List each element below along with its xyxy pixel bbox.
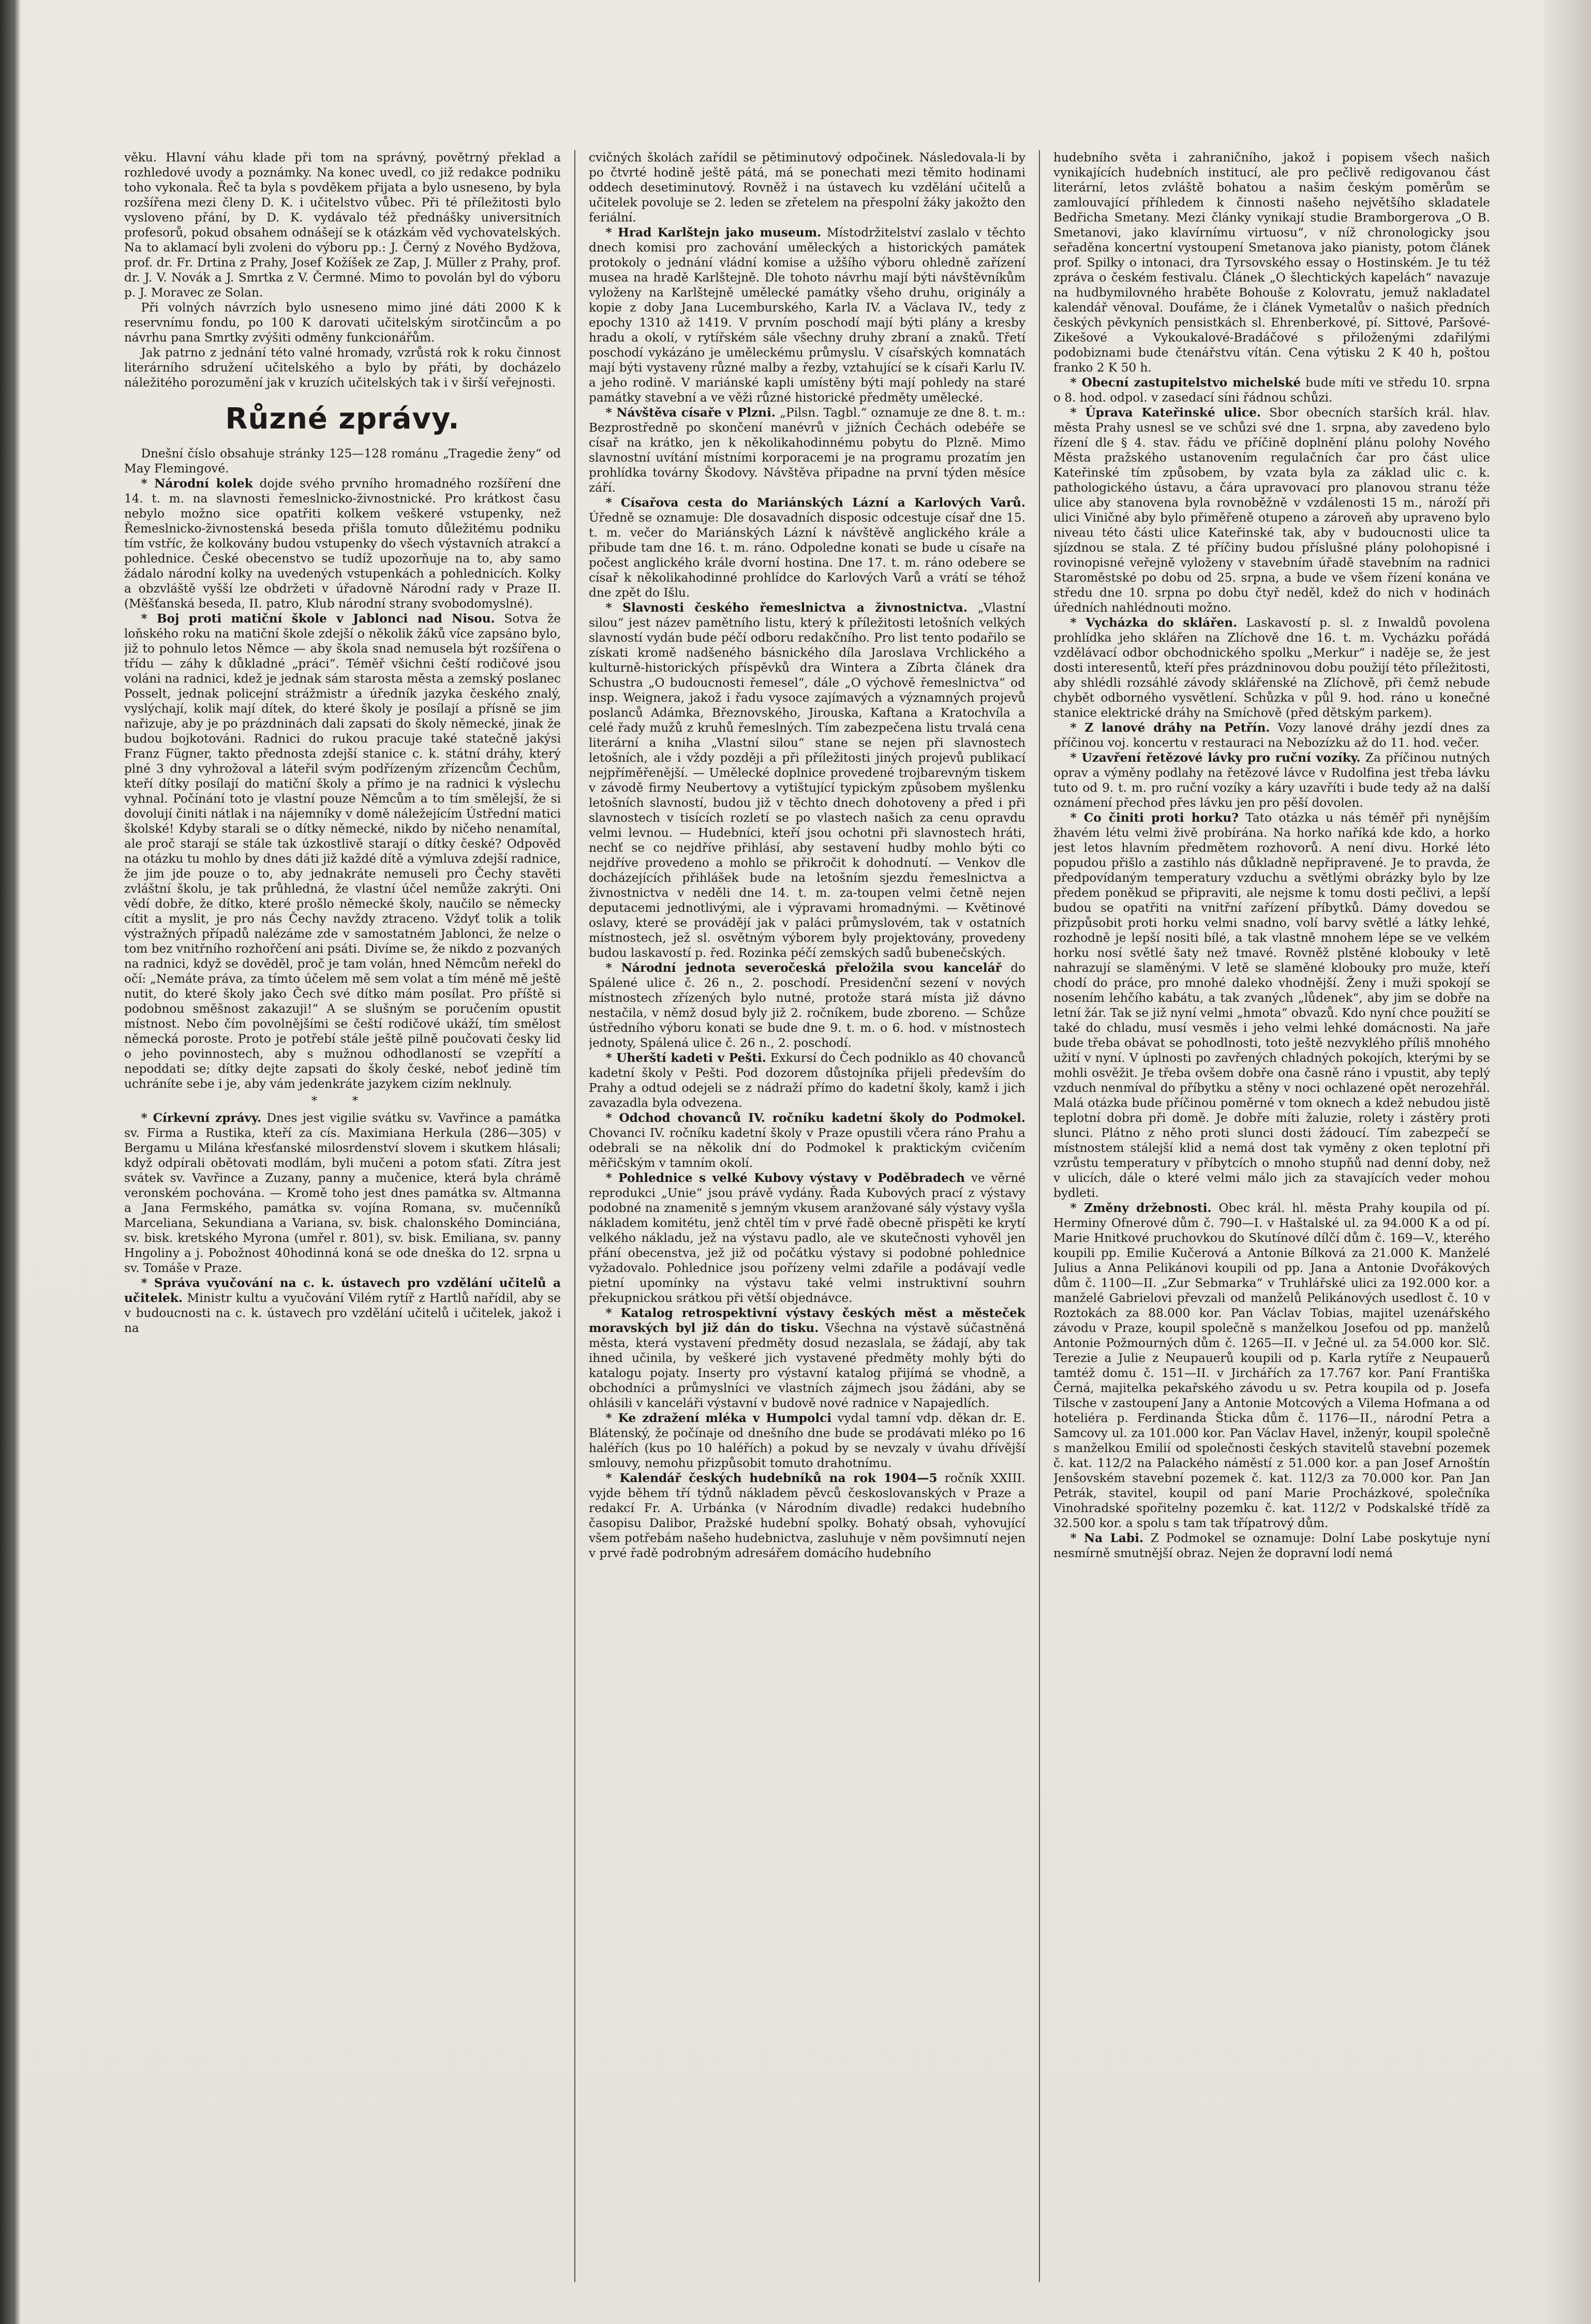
item-heading: * Národní jednota severočeská přeložila svou kancelář [605,961,1002,975]
item-heading: * Odchod chovanců IV. ročníku kadetní školy do Podmokel. [605,1111,1025,1125]
item-body: Obec král. hl. města Prahy koupila od pí. Herminy Ofnerové dům č. 790—I. v Haštalské ul. za 94.000 K a od pí. Marie Hnitkové pruchovkou do Skutínové dílčí dům č. 169—V., kterého koupili pp. Emilie Kučerová a Antonie Bílková za 21.000 K. Manželé Julius a Anna Pelikánovi koupili od pp. Jana a Antonie Dvořákových dům č. 1100—II. „Zur Sebmarka“ v Truhlářské ulici za 192.000 kor. a manželé Gabrielovi převzali od manželů Pelikánových usedlost č. 10 v Roztokách za 88.000 kor. Pan Václav Tobias, majitel uzenářského závodu v Praze, koupil společně s manželkou Josefou od pp. manželů Antonie Požmourných dům č. 1265—II. v Ječné ul. za 54.000 kor. Slč. Terezie a Julie z Neupauerů koupili od p. Karla rytíře z Neupauerů tamtéž domu č. 151—II. v Jirchářích za 17.767 kor. Paní Františka Černá, majitelka pekařského závodu u sv. Petra koupila od p. Josefa Tilsche v zastoupení Jany a Antonie Motcových a Vilema Hofmana a od hoteliéra p. Ferdinanda Šticka dům č. 1176—II., národní Petra a Samcovy ul. za 101.000 kor. Pan Václav Havel, inženýr, koupil společně s manželkou Emilií od společnosti českých stavitelů stavební pozemek č. kat. 112/2 na Palackého náměstí z 51.000 kor. a pan Josef Arnoštín Jenšovském stavební pozemek č. kat. 112/3 za 70.000 kor. Pan Jan Petrák, stavitel, koupil od paní Marie Procházkové, společníka Vinohradské spořitelny pozemku č. kat. 112/2 v Podskalské třídě za 32.500 kor. a spolu s tam tak třípatrový dům. [1053,1201,1490,1530]
news-item [589,600,1025,960]
item-heading: * Ke zdražení mléka v Humpolci [605,1411,832,1425]
item-heading: * Císařova cesta do Mariánských Lázní a Karlových Varů. [605,496,1025,510]
column-right [1053,150,1490,2292]
news-item [1053,375,1490,405]
news-item [589,1050,1025,1111]
item-heading: * Správa vyučování na c. k. ústavech pro vzdělání učitelů a učitelek. [124,1276,561,1305]
item-body: Laskavostí p. sl. z Inwaldů povolena prohlídka jeho sklářen na Zlíchově dne 16. t. m. Vycházku pořádá vzdělávací odbor obchodnického spolku „Merkur“ i naděje se, že jest dosti interesentů, kteří přes prázdninovou dobu použijí této příležitosti, aby shlédli rozsáhlé závody sklářenské na Zlíchově, při čemž nebude chybět odborného vysvětlení. Schůzka v půl 9. hod. ráno u konečné stanice elektrické dráhy na Smíchově (před dětským parkem). [1053,616,1490,720]
item-heading: * Boj proti matiční škole v Jablonci nad Nisou. [141,612,495,626]
news-item [589,1411,1025,1471]
news-item [589,225,1025,405]
column-left [124,150,561,2292]
section-title: Různé zprávy. [225,402,460,436]
item-heading: * Národní kolek [141,477,253,491]
news-item [1053,750,1490,810]
news-item [589,1171,1025,1306]
paragraph: Jak patrno z jednání této valné hromady, vzrůstá rok k roku činnost literárního sdružení učitelského a bylo by přáti, by docházelo náležitého porozumění jak v kruzích učitelských tak i v širší veřejnosti. [124,346,561,390]
item-heading: * Změny držebnosti. [1070,1201,1212,1215]
news-item [1053,810,1490,1201]
item-body: Chovanci IV. ročníku kadetní školy v Praze opustili včera ráno Prahu a odebrali se na několik dní do Podmokel k praktickým cvičením měřičským v tamním okolí. [589,1126,1025,1170]
item-body: „Pilsn. Tagbl.“ oznamuje ze dne 8. t. m.: Bezprostředně po skončení manévrů v jižních Čechách odebéře se císař na krátko, jen k několikahodinnému pobytu do Plzně. Mimo slavnostní uvítání místními korporacemi je na programu prozatím jen prohlídka továrny Škodovy. Návštěva připadne na první týden měsíce září. [589,406,1025,495]
item-body: „Vlastní silou“ jest název pamětního listu, který k příležitosti letošních velkých slavností vydán bude péčí odboru redakčního. Pro list tento podařilo se získati kromě nadšeného básnického díla Jaroslava Vrchlického a kulturně-historických příspěvků dra Wintera a Zíbrta článek dra Schustra „O budoucnosti řemesel“, dále „O výchově řemeslnictva“ od insp. Weignera, jakož i řadu vysoce zajímavých a významných projevů poslanců Adámka, Březnovského, Jirouska, Kaftana a Kratochvíla a celé řady mužů z kruhů řemeslných. Tím zabezpečena listu trvalá cena literární a kniha „Vlastní silou“ stane se nejen při slavnostech letošních, ale i vždy později a při příležitosti jiných projevů publikací nejpříměřenější. — Umělecké doplnice provedené trojbarevným tiskem v závodě firmy Neubertovy a vytištující typickým způsobem myšlenku letošních slavností, budou již v těchto dnech dohotoveny a před i při slavnostech v tisících rozletí se po vlastech našich za cenu opravdu velmi levnou. — Hudebníci, kteří jsou ochotni při slavnostech hráti, nechť se co nejdříve přihlásí, aby sestavení hudby mohlo býti co nejdříve provedeno a mohlo se přikročit k dohodnutí. — Venkov dle docházejících přihlášek bude na letošním sjezdu řemeslnictva a živnostnictva v neděli dne 14. t. m. za-toupen velmi četně nejen deputacemi jednotlivými, ale i výpravami hromadnými. — Květinové oslavy, které se provádějí jak v paláci průmyslovém, tak v ostatních místnostech, jež sl. osvětným výborem byly projektovány, provedeny budou laskavostí p. řed. Rozinka péčí zemských sadů bubenečských. [589,601,1025,960]
item-body: bude míti ve středu 10. srpna o 8. hod. odpol. v zasedací síni řádnou schůzi. [1053,376,1490,405]
news-item [589,495,1025,600]
news-item [124,476,561,611]
item-heading: * Kalendář českých hudebníků na rok 1904—5 [605,1471,938,1485]
item-body: Sbor obecních starších král. hlav. města Prahy usnesl se ve schůzi své dne 1. srpna, aby zavedeno bylo řízení dle § 4. stav. řádu ve příčině doplnění plánu polohy Nového Města pražského ustanovením regulačních čar pro část ulice Kateřinské tím způsobem, by vzata byla za základ ulic c. k. pathologického ústavu, a čára upravovací pro planovou stranu téže ulice aby stanovena byla rovnoběžně v vzdálenosti 15 m., nároží při ulici Viničné aby bylo přiměřeně otupeno a zároveň aby upraveno bylo niveau této části ulice Kateřinské tak, aby v budoucnosti ulice ta sjízdnou se stala. Z té příčiny budou příslušné plány polohopisné i rovinopisné veřejně vyloženy v stavebním úřadě stavebním na radnici Staroměstské po dobu od 25. srpna, a bude ve všem řízení konána ve středu dne 10. srpna po dobu čtyř neděl, kdež do nich v hodinách úředních nahlédnouti možno. [1053,406,1490,615]
item-body: Vozy lanové dráhy jezdí dnes za příčinou voj. koncertu v restauraci na Nebozízku až do 11. hod. večer. [1053,721,1490,750]
news-item [589,405,1025,495]
item-heading: * Katalog retrospektivní výstavy českých měst a městeček moravských byl již dán do tisku. [589,1306,1025,1335]
item-heading: * Hrad Karlštejn jako museum. [605,226,822,240]
item-body: Z Podmokel se oznamuje: Dolní Labe poskytuje nyní nesmírně smutnější obraz. Nejen že dopravní lodí nemá [1053,1531,1490,1560]
text-columns [124,150,1490,2292]
item-heading: * Církevní zprávy. [141,1111,262,1125]
item-body: Exkursí do Čech podniklo as 40 chovanců kadetní školy v Pešti. Pod dozorem důstojníka přijeli především do Prahy a odtud odejeli se z nádraží přímo do kadetní školy, kamž i jich zavazadla byla odvezena. [589,1051,1025,1110]
item-body: Místodržitelství zaslalo v těchto dnech komisi pro zachování uměleckých a historických památek protokoly o jednání vládní komise a užšího výboru ohledně zařízení musea na hradě Karlštejně. Dle tohoto návrhu mají býti návštěvníkům vyloženy na Karlštejně umělecké památky všeho druhu, originály a kopie z doby Jana Lucemburského, Karla IV. a Václava IV., tedy z epochy 1310 až 1419. V prvním poschodí mají býti plány a kresby hradu a okolí, v rytířském sále všechny druhy zbraní a znaků. Třetí poschodí vykázáno je uměleckému průmyslu. V císařských komnatách mají býti vystaveny různé malby a řezby, vztahující se k císaři Karlu IV. a jeho rodině. V mariánské kapli umístěny býti mají pohledy na staré památky stavební a ve věži různé historické předměty umělecké. [589,226,1025,405]
item-body: Všechna na výstavě súčastněná města, která vystavení předměty dosud nezaslala, se žádají, aby tak ihned učinila, by veškeré jich vystavené předměty mohly býti do katalogu pojaty. Inserty pro výstavní katalog přijímá se vhodně, a obchodníci a průmyslníci ve vlastních zájmech jsou žádáni, aby se ohlásili v kanceláři výstavní v budově nové radnice v Napajedlích. [589,1321,1025,1410]
paragraph: věku. Hlavní váhu klade při tom na správný, povětrný překlad a rozhledové uvody a poznámky. Na konec uvedl, co již redakce podniku toho vykonala. Řeč ta byla s povděkem přijata a bylo usneseno, by byla rozšířena mezi členy D. K. i učitelstvo vůbec. Při té příležitosti bylo vysloveno přání, by D. K. vydávalo též přednášky universitních profesorů, pokud obsahem odnášejí se k otázkám věd vychovatelských. Na to aklamací byli zvoleni do výboru pp.: J. Černý z Nového Bydžova, prof. dr. Fr. Drtina z Prahy, Josef Kožíšek ze Zap, J. Müller z Prahy, prof. dr. J. V. Novák a J. Smrtka z V. Čermné. Mimo to povolán byl do výboru p. J. Moravec ze Solan. [124,151,561,300]
item-body: Tato otázka u nás téměř při nynějším žhavém létu velmi živě probírána. Na horko naříká kde kdo, a horko jest letos hlavním předmětem rozhovorů. A není divu. Horké léto popudou přišlo a zastihlo nás důkladně nepřipravené. Je to pravda, že předpovídaným temperatury vzduchu a světlými obrázky bylo by lze předem poněkud se připraviti, ale nejsme k tomu dosti pečlivi, a lepší budou se opatřiti na vnitřní zařízení příbytků. Dámy dovedou se přizpůsobit proti horku velmi snadno, volí barvy světlé a látky lehké, rozhodně je lepší nositi bílé, a tak vlastně mnohem lépe se ve velkém horku nosí světlé šaty než tmavé. Rovněž plstěné klobouky v letě nahrazují se slaměnými. V letě se slaměné klobouky pro muže, kteří chodí do práce, pro mnohé daleko vhodnější. Ženy i muži spokojí se nosením lehčího kabátu, a tak zvaných „lůdenek“, aby jim se dobře na letní žár. Tak se již nyní velmi „hmota“ obvazů. Kdo nyní chce použití se také do chladu, musí vesměs i jeho velmi lehké domácnosti. Na jaře bude třeba obávat se pohodlnosti, toto ještě nezvyklého příliš mnohého užití v nyní. V úplnosti po zavřených chladných pokojích, kterými by se mohli osvěžit. Je třeba ovšem dobře ona časně ráno i vpustit, aby teplý vzduch nenmíval do příbytku a stěny v noci ochlazené opět nerozehřál. Malá otázka bude příčinou poměrné v tom oknech a kdež nebudou jistě teplotní dobra při domě. Je dobře míti žaluzie, rolety i zástěry proti slunci. Plátno z něho proti slunci dosti žádoucí. Tím zabezpečí se místnostem stálejší klid a nemá dost tak vyměny z oken teplotní při vzrůstu temperatury v příbytcích o mnoho stupňů nad denní doby, než v ulicích, dále o které velmi málo jich za stavajících veder mohou bydleti. [1053,811,1490,1200]
news-item [1053,405,1490,615]
item-body: do Spálené ulice č. 26 n., 2. poschodí. Presidenční sezení v nových místnostech zřízených bylo nutné, protože stará místa již dávno nestačila, v němž dosud byly již 2. ročníkem, bude zboreno. — Schůze ústředního výboru konati se bude dne 9. t. m. o 6. hod. v místnostech jednoty, Spálená ulice č. 26 n., 2. poschodí. [589,961,1025,1050]
scan-left-edge [0,0,21,2324]
item-heading: * Vycházka do sklářen. [1070,616,1238,630]
item-heading: * Obecní zastupitelstvo michelské [1070,376,1301,390]
news-item [589,1306,1025,1411]
scan-right-edge [1544,0,1591,2324]
item-heading: * Uherští kadeti v Pešti. [605,1051,766,1065]
intro-note: Dnešní číslo obsahuje stránky 125—128 románu „Tragedie ženy“ od May Flemingové. [124,447,561,476]
news-item [1053,1201,1490,1531]
item-body: ve věrné reprodukci „Unie“ jsou právě vydány. Řada Kubových prací z výstavy podobné na znamenitě s jemným vkusem aranžované sály výstavy vyšla nákladem komitétu, jenž chtěl tím v prvé řadě obecně přispěti ke krytí velkého nákladu, jež na výstavu padlo, ale ve skutečnosti vyhověl jen přání obecenstva, jež již od počátku výstavy si podobné pohlednice vyžadovalo. Pohlednice jsou pořízeny velmi zdařile a podávají vedle pietní upomínky na výstavu také velmi instruktivní souhrn překupnickou srátkou při větší objednávce. [589,1171,1025,1305]
news-item [589,1111,1025,1171]
item-body: Úředně se oznamuje: Dle dosavadních disposic odcestuje císař dne 15. t. m. večer do Mariánských Lázní k návštěvě anglického krále a přibude tam dne 16. t. m. ráno. Odpoledne konati se bude u císaře na počest anglického krále dvorní hostina. Dne 17. t. m. ráno odebere se císař k několikahodinné prohlídce do Karlových Varů a vrátí se téhož dne zpět do Išlu. [589,511,1025,600]
item-heading: * Na Labi. [1070,1531,1144,1545]
paragraph: hudebního světa i zahraničního, jakož i popisem všech našich vynikajících hudebních institucí, ale pro pečlivě redigovanou část literární, letos zvláště bohatou a našim českým poměrům se zamlouvající příhledem k činnosti našeho největšího skladatele Bedřicha Smetany. Mezi články vynikají studie Bramborgerova „O B. Smetanovi, jako klavírnímu virtuosu“, v níž chronologicky jsou seřaděna koncertní vystoupení Smetanova jako pianisty, potom článek prof. Spilky o intonaci, dra Tyrsovského essay o Hostinském. Je tu též zpráva o českém festivalu. Článek „O šlechtických kapelách“ navazuje na hudbymilovného hraběte Bohouše z Kolovratu, jemuž nakladatel kalendář věnoval. Doufáme, že i článek Vymetalův o našich předních českých pěvkyních pensistkách sl. Ehrenberkové, pí. Sittové, Paršové-Zikešové a Vykoukalové-Bradáčové s přiloženými zdařilými podobiznami bude čtenářstvu vítán. Cena výtisku 2 K 40 h, poštou franko 2 K 50 h. [1053,151,1490,375]
news-item [124,1276,561,1336]
item-body: dojde svého prvního hromadného rozšíření dne 14. t. m. na slavnosti řemeslnicko-živnostnické. Pro krátkost času nebylo možno sice opatřiti kolkem veškeré vstupenky, než Řemeslnicko-živnostenská beseda přišla tomuto důležitému podniku tím vstříc, že kolkovány budou vstupenky do všech výstavních atrakcí a pohlednice. České obecenstvo se tudíž upozorňuje na to, aby samo žádalo národní kolky na uvedených vstupenkách a pohlednicích. Kolky a obzvláště vyšší lze obdržeti v úřadovně Národní rady v Praze II. (Měšťanská beseda, II. patro, Klub národní strany svobodomyslné). [124,477,561,611]
item-body: ročník XXIII. vyjde během tří týdnů nákladem pěvců českoslovanských v Praze a redakcí Fr. A. Urbánka (v Národním divadle) redakci hudebního časopisu Dalibor, Pražské hudební spolky. Bohatý obsah, vyhovující všem potřebám našeho hudebnictva, zasluhuje v něm povšimnutí nejen v prvé řadě podrobným adresářem domácího hudebního [589,1471,1025,1560]
item-body: Ministr kultu a vyučování Vilém rytíř z Hartlů nařídil, aby se v budoucnosti na c. k. ústavech pro vzdělání učitelů i učitelek, jakož i na [124,1291,561,1335]
column-middle [589,150,1025,2292]
paragraph: cvičných školách zařídil se pětiminutový odpočinek. Následovala-li by po čtvrté hodině ještě pátá, má se ponechati mezi těmito hodinami oddech desetiminutový. Rovněž i na ústavech ku vzdělání učitelů a učitelek povoluje se 2. leden se zřetelem na přespolní žáky jakožto den feriální. [589,151,1025,225]
news-item [1053,1531,1490,1561]
item-body: Za příčinou nutných oprav a výměny podlahy na řetězové lávce v Rudolfina jest třeba lávku tuto od 9. t. m. pro ruční vozíky a káry uzavříti i bude tedy až na další oznámení přechod přes lávku jen pro pěší dovolen. [1053,751,1490,810]
item-heading: * Návštěva císaře v Plzni. [605,406,776,420]
item-body: Dnes jest vigilie svátku sv. Vavřince a památka sv. Firma a Rustika, kteří za cís. Maximiana Herkula (286—305) v Bergamu u Milána křesťanské milosrdenství slovem i skutkem hlásali; když odpírali obětovati modlám, byli mučeni a potom sťati. Zítra jest svátek sv. Vavřince a Zuzany, panny a mučenice, která byla chrámě veronském pochována. — Kromě toho jest dnes památka sv. Altmanna a Jana Fermského, památka sv. vojína Romana, sv. mučenníků Marceliana, Sekundiana a Variana, sv. bisk. chalonského Dominciána, sv. bisk. kretského Myrona (umřel r. 801), sv. bisk. Emiliana, sv. panny Hngoliny a j. Pobožnost 40hodinná koná se ode dneška do 12. srpna u sv. Tomáše v Praze. [124,1111,561,1275]
news-item [124,1111,561,1276]
news-item [589,960,1025,1050]
paragraph: Při volných návrzích bylo usneseno mimo jiné dáti 2000 K k reservnímu fondu, po 100 K darovati učitelským sirotčincům a po návrhu pana Smrtky zvýšiti odměny funkcionářům. [124,301,561,345]
news-item [1053,615,1490,720]
item-heading: * Z lanové dráhy na Petřín. [1070,721,1270,735]
column-rule [574,150,575,2282]
news-item [124,611,561,1091]
item-heading: * Pohlednice s velké Kubovy výstavy v Poděbradech [605,1171,965,1185]
item-body: vydal tamní vdp. děkan dr. E. Blátenský, že počínaje od dnešního dne bude se prodávati mléko po 16 haléřích (kus po 10 haléřích) a pokud by se nevzaly v úvahu dřívější smlouvy, nemohu přizpůsobit tomuto drahotnímu. [589,1411,1025,1470]
item-heading: * Uzavření řetězové lávky pro ruční vozíky. [1070,751,1361,765]
stars-separator: * * [311,1094,374,1108]
item-heading: * Slavnosti českého řemeslnictva a živnostnictva. [605,601,968,615]
column-rule [1039,150,1040,2282]
item-heading: * Co činiti proti horku? [1070,811,1239,825]
item-body: Sotva že loňského roku na matiční škole zdejší o několik žáků více zapsáno bylo, již to pohnulo letos Němce — aby škola snad nemusela být rozšířena o třídu — záhy k důkladné „práci“. Téměř všichni čeští rodičové jsou voláni na radnici, kdež je jednak sám starosta města a zemský poslanec Posselt, jednak policejní strážmistr a úředník jazyka českého znalý, vyslýchají, kolik mají dítek, do které školy je posílají a přísně se jim nařizuje, aby je po prázdninách dali zapsati do školy německé, jinak že budou bojkotováni. Radnici do rukou pracuje také statečně jakýsi Franz Fügner, takto přednosta zdejší stanice c. k. státní dráhy, který plné 3 dny vyhrožoval a láteřil svým podřízeným zřízencům Čechům, kteří dítky posílají do matiční školy a přímo je na radnici k výslechu vyhnal. Počínání toto je vlastní pouze Němcům a to tím smělejší, že si dovolují činiti nátlak i na nájemníky v domě náležejícím Ústřední matici školské! Kdyby starali se o dítky německé, nikdo by ničeho nenamítal, ale proč starají se stále tak úzkostlivě starají o dítky české? Odpověď na otázku tu mohlo by dnes dáti již každé dítě a výmluva zdejší radnice, že jim jde pouze o to, aby jednakráte nemuseli pro Čechy stavěti zvláštní školu, je tak průhledná, že vlastní účel nemůže zakrýti. Oni vědí dobře, že dítko, které prošlo německé školy, naučilo se německy cítit a myslit, je pro nás Čechy navždy ztraceno. Vždyť tolik a tolik výstražných případů nalézáme zde v samostatném Jablonci, že nelze o tom bez vnitřního rozhořčení ani psáti. Divíme se, že nikdo z pozvaných na radnici, když se dověděl, proč je tam volán, hned Němcům neřekl do očí: „Nemáte práva, za tímto účelem mě sem volat a tím méně mě ještě nutit, do které školy jako Čech své dítko mám posílat. Pro příště si podobnou směšnost zakazuji!“ A se slušným se poručením opustit místnost. Nebo čím povolnějšími se čeští rodičové ukáží, tím smělost německá poroste. Proto je potřebí stále ještě pilně poučovati česky lid o jeho povinnostech, aby s mužnou odhodlaností se vzepřítí a nepoddati se; dítky dejte zapsati do školy české, neboť jedině tím uchráníte sebe i je, aby vám jedenkráte jazykem cizím neklnuly. [124,612,561,1091]
item-heading: * Úprava Kateřinské ulice. [1070,406,1261,420]
news-item [1053,720,1490,750]
news-item [589,1471,1025,1561]
